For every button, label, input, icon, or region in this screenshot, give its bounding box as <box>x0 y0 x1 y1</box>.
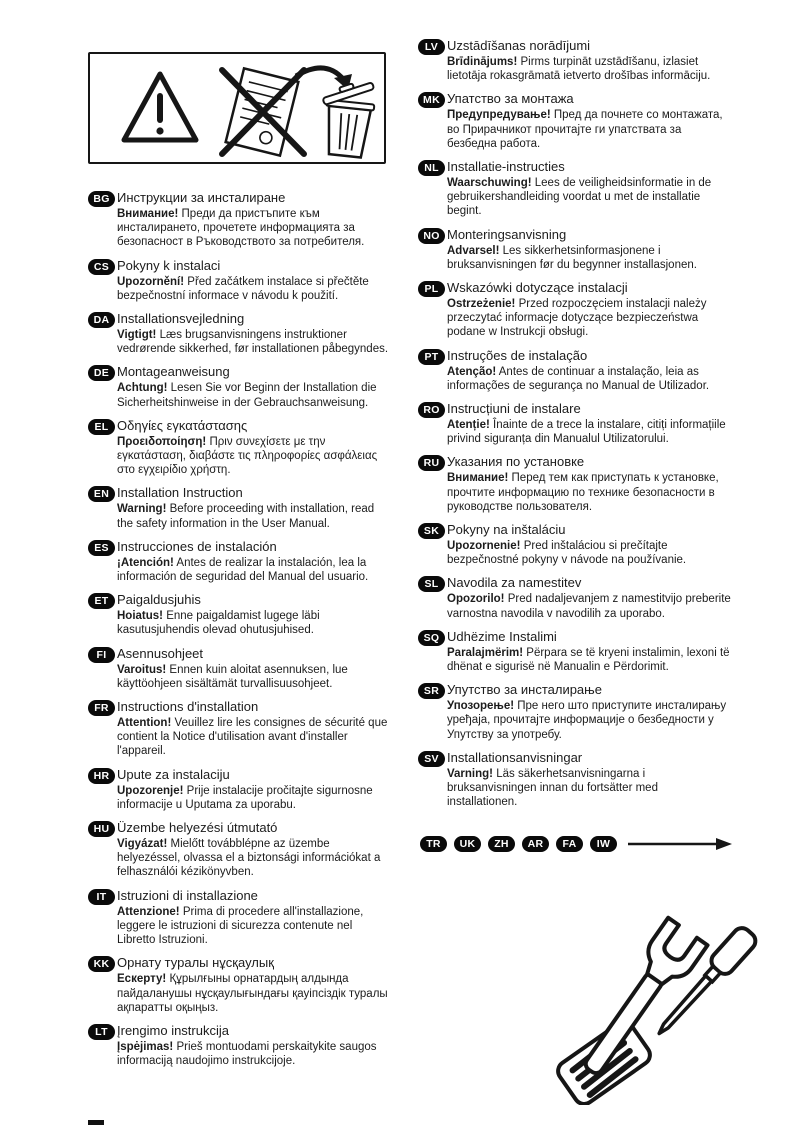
language-instruction <box>447 592 731 620</box>
left-column <box>88 52 391 1076</box>
language-title: Installationsvejledning <box>117 311 245 327</box>
language-instruction <box>117 207 391 250</box>
language-instruction <box>447 699 731 742</box>
warning-word: Внимание! <box>447 472 509 485</box>
extra-languages-row <box>418 836 731 852</box>
warning-word: Advarsel! <box>447 244 500 257</box>
instruction-text: Prije instalacije pročitajte sigurnosne informacije u Uputama za uporabu. <box>117 784 373 811</box>
language-code-badge: ET <box>88 593 115 609</box>
warning-word: Упозорење! <box>447 700 515 713</box>
language-code-badge: SL <box>418 576 445 592</box>
language-title: Installation Instruction <box>117 485 243 501</box>
instruction-text: Před začátkem instalace si přečtěte bezpečnostní informace v návodu k použití. <box>117 275 369 302</box>
instruction-text: Lees de veiligheidsinformatie in de gebruikershandleiding voordat u met de installatie begint. <box>447 177 712 218</box>
tools-figure <box>542 915 762 1105</box>
language-instruction <box>117 435 391 478</box>
language-title: Instrucțiuni de instalare <box>447 401 581 417</box>
language-code-badge-iw: IW <box>590 836 617 852</box>
language-entry-lv <box>418 38 731 83</box>
language-title: Uzstādīšanas norādījumi <box>447 38 591 53</box>
language-entry-sk <box>418 522 731 567</box>
instruction-text: Құрылғыны орнатардың алдында пайдаланушы нұсқаулығындағы қауіпсіздік туралы ақпаратты оқыңыз. <box>117 973 388 1014</box>
instruction-text: Przed rozpoczęciem instalacji należy przeczytać informacje dotyczące bezpieczeństwa podane w Instrukcji obsługi. <box>447 298 707 339</box>
language-title: Instructions d'installation <box>117 699 259 715</box>
language-title: Орнату туралы нұсқаулық <box>117 955 274 971</box>
warning-word: Внимание! <box>117 208 179 220</box>
extra-language-badges <box>420 836 617 852</box>
instruction-text: Prieš montuodami perskaitykite saugos informaciją naudojimo instrukcijoje. <box>117 1040 377 1068</box>
language-instruction <box>117 784 391 812</box>
trash-can-icon <box>315 72 377 158</box>
language-instruction <box>447 55 731 83</box>
language-instruction <box>447 108 731 151</box>
language-title: Упатство за монтажа <box>447 91 574 107</box>
instruction-text: Përpara se të kryeni instalimin, lexoni të dhënat e sigurisë në Manualin e Përdorimit. <box>447 646 730 674</box>
language-title: Pokyny na inštaláciu <box>447 522 566 538</box>
warning-word: ¡Atención! <box>117 556 174 569</box>
warning-word: Upozornění! <box>117 275 185 288</box>
instruction-text: Пре него што приступите инсталирању уређаја, прочитајте информације о безбедности у Упутству за употребу. <box>447 700 727 741</box>
language-instruction <box>447 365 731 393</box>
language-title: Указания по установке <box>447 454 585 470</box>
warning-word: Brīdinājums! <box>447 56 518 68</box>
language-entry-de <box>88 364 391 409</box>
language-instruction <box>447 539 731 567</box>
language-instruction <box>447 244 731 272</box>
warning-word: Ескерту! <box>117 973 167 986</box>
language-title: Navodila za namestitev <box>447 575 582 591</box>
language-title: Upute za instalaciju <box>117 766 230 782</box>
language-code-badge: NO <box>418 228 445 244</box>
arrow-right-icon <box>628 837 732 851</box>
warning-word: Ostrzeżenie! <box>447 298 516 311</box>
language-title: Installationsanvisningar <box>447 749 583 765</box>
instruction-text: Înainte de a trece la instalare, citiți informațiile privind siguranța din Manualul Utilizatorului. <box>447 419 726 446</box>
instruction-text: Læs brugsanvisningens instruktioner vedrørende sikkerhed, før installationen påbegyndes. <box>117 329 389 356</box>
language-instruction <box>447 471 731 514</box>
warning-word: Įspėjimas! <box>117 1040 174 1053</box>
language-code-badge: PT <box>418 349 445 365</box>
language-code-badge: KK <box>88 956 115 972</box>
language-entry-pt <box>418 348 731 393</box>
language-code-badge: SQ <box>418 630 445 646</box>
language-instruction <box>117 1040 391 1068</box>
language-code-badge: FI <box>88 647 115 663</box>
warning-word: Upozorenje! <box>117 784 184 797</box>
instruction-text: Veuillez lire les consignes de sécurité que contient la Notice d'utilisation avant d'installer l'appareil. <box>117 717 388 758</box>
warning-word: Achtung! <box>117 382 168 395</box>
warning-word: Waarschuwing! <box>447 177 532 190</box>
warning-word: Atenção! <box>447 365 497 378</box>
language-title: Οδηγίες εγκατάστασης <box>117 417 248 433</box>
warning-word: Предупредување! <box>447 109 551 122</box>
language-code-badge: NL <box>418 160 445 176</box>
instruction-text: Pirms turpināt uzstādīšanu, izlasiet lietotāja rokasgrāmatā ietverto drošības informāciju. <box>447 56 711 83</box>
language-instruction <box>117 328 391 356</box>
language-code-badge: LT <box>88 1024 115 1040</box>
language-code-badge-fa: FA <box>556 836 583 852</box>
language-code-badge: FR <box>88 700 115 716</box>
language-instruction <box>117 716 391 759</box>
warning-word: Vigtigt! <box>117 329 157 342</box>
tools-illustration <box>542 915 762 1110</box>
warning-word: Opozorilo! <box>447 593 505 606</box>
right-column <box>418 38 731 852</box>
language-code-badge: SK <box>418 523 445 539</box>
language-instruction <box>117 275 391 303</box>
instruction-text: Prima di procedere all'installazione, leggere le istruzioni di sicurezza contenute nel Libretto Istruzioni. <box>117 905 364 947</box>
page-edge-mark <box>88 1120 104 1125</box>
language-title: Instrucciones de instalación <box>117 538 277 554</box>
language-entry-sr <box>418 682 731 742</box>
language-entry-mk <box>418 91 731 151</box>
language-title: Asennusohjeet <box>117 645 204 661</box>
language-instruction <box>117 905 391 948</box>
instruction-text: Mielőtt továbblépne az üzembe helyezéssel, olvassa el a biztonsági információkat a felhasználói kézikönyvben. <box>117 838 381 879</box>
language-code-badge-ar: AR <box>522 836 549 852</box>
instruction-text: Ennen kuin aloitat asennuksen, lue käyttöohjeen sisältämät turvallisuusohjeet. <box>117 663 348 690</box>
language-instruction <box>117 381 391 409</box>
warning-word: Varning! <box>447 767 494 780</box>
language-title: Pokyny k instalaci <box>117 257 221 273</box>
language-code-badge: DE <box>88 365 115 381</box>
warning-word: Hoiatus! <box>117 610 163 623</box>
language-title: Wskazówki dotyczące instalacji <box>447 280 628 296</box>
language-entry-ro <box>418 401 731 446</box>
language-title: Montageanweisung <box>117 364 230 380</box>
language-instruction <box>117 837 391 880</box>
language-instruction <box>447 646 731 674</box>
right-column-entries <box>418 38 731 810</box>
language-entry-el <box>88 418 391 478</box>
language-code-badge: HU <box>88 821 115 837</box>
language-code-badge: EL <box>88 419 115 435</box>
language-instruction <box>447 297 731 340</box>
language-instruction <box>117 609 391 637</box>
language-title: Instruções de instalação <box>447 347 588 363</box>
language-code-badge: HR <box>88 768 115 784</box>
language-entry-it <box>88 888 391 948</box>
instruction-text: Antes de realizar la instalación, lea la información de seguridad del Manual del usuario. <box>117 556 369 584</box>
language-entry-kk <box>88 955 391 1015</box>
language-title: Упутство за инсталирање <box>447 682 602 698</box>
instruction-text: Пред да почнете со монтажата, во Прирачникот прочитајте ги упатствата за безбедна работа. <box>447 109 723 150</box>
language-code-badge: RU <box>418 455 445 471</box>
language-instruction <box>117 502 391 530</box>
language-entry-cs <box>88 258 391 303</box>
language-title: Udhëzime Instalimi <box>447 628 557 644</box>
language-instruction <box>117 663 391 691</box>
instruction-text: Enne paigaldamist lugege läbi kasutusjuhendis olevad ohutusjuhised. <box>117 610 320 637</box>
discard-manual-illustration <box>88 52 386 164</box>
language-code-badge-tr: TR <box>420 836 447 852</box>
instruction-text: Before proceeding with installation, read the safety information in the User Manual. <box>117 503 375 530</box>
language-entry-et <box>88 592 391 637</box>
language-entry-no <box>418 227 731 272</box>
language-code-badge-uk: UK <box>454 836 481 852</box>
language-title: Installatie-instructies <box>447 159 565 175</box>
instruction-text: Antes de continuar a instalação, leia as informações de segurança no Manual de Utilizador. <box>447 365 710 392</box>
warning-word: Atenție! <box>447 419 490 432</box>
language-instruction <box>447 176 731 219</box>
language-code-badge: ES <box>88 540 115 556</box>
language-entry-lt <box>88 1023 391 1068</box>
language-title: Įrengimo instrukcija <box>117 1022 229 1038</box>
left-column-entries <box>88 190 391 1068</box>
language-entry-da <box>88 311 391 356</box>
warning-word: Attenzione! <box>117 905 180 918</box>
warning-word: Προειδοποίηση! <box>117 435 207 448</box>
language-entry-hu <box>88 820 391 880</box>
language-code-badge: IT <box>88 889 115 905</box>
language-entry-ru <box>418 454 731 514</box>
language-title: Paigaldusjuhis <box>117 592 201 608</box>
language-instruction <box>117 972 391 1015</box>
language-instruction <box>117 556 391 584</box>
language-code-badge-zh: ZH <box>488 836 515 852</box>
language-entry-pl <box>418 280 731 340</box>
language-code-badge: LV <box>418 39 445 55</box>
language-entry-en <box>88 485 391 530</box>
language-instruction <box>447 767 731 810</box>
language-code-badge: RO <box>418 402 445 418</box>
language-title: Üzembe helyezési útmutató <box>117 820 278 836</box>
language-entry-bg <box>88 190 391 250</box>
language-code-badge: CS <box>88 259 115 275</box>
language-code-badge: DA <box>88 312 115 328</box>
language-entry-fi <box>88 646 391 691</box>
language-entry-sq <box>418 629 731 674</box>
warning-word: Warning! <box>117 503 167 516</box>
warning-word: Upozornenie! <box>447 540 521 553</box>
instruction-text: Pred inštaláciou si prečítajte bezpečnostné pokyny v návode na používanie. <box>447 540 687 567</box>
instruction-text: Преди да пристъпите към инсталирането, прочетете информацията за безопасност в Ръководството за потребителя. <box>117 208 365 249</box>
instruction-text: Перед тем как приступать к установке, прочтите информацию по технике безопасности в руководстве пользователя. <box>447 472 719 513</box>
instruction-text: Les sikkerhetsinformasjonene i bruksanvisningen før du begynner installasjonen. <box>447 244 697 271</box>
language-code-badge: EN <box>88 486 115 502</box>
warning-word: Paralajmërim! <box>447 646 524 659</box>
language-code-badge: SV <box>418 751 445 767</box>
language-entry-es <box>88 539 391 584</box>
instruction-text: Πριν συνεχίσετε με την εγκατάσταση, διαβάστε τις πληροφορίες ασφάλειας στο εγχειρίδιο χρήστη. <box>117 435 378 477</box>
warning-triangle-icon <box>124 74 196 140</box>
language-code-badge: BG <box>88 191 115 207</box>
language-entry-fr <box>88 699 391 759</box>
language-entry-nl <box>418 159 731 219</box>
instruction-text: Lesen Sie vor Beginn der Installation die Sicherheitshinweise in der Gebrauchsanweisung. <box>117 382 377 409</box>
instruction-text: Läs säkerhetsanvisningarna i bruksanvisningen innan du fortsätter med installationen. <box>447 767 658 809</box>
warning-word: Vigyázat! <box>117 838 168 851</box>
language-entry-hr <box>88 767 391 812</box>
language-code-badge: MK <box>418 92 445 108</box>
warning-word: Attention! <box>117 717 172 730</box>
language-entry-sv <box>418 750 731 810</box>
language-code-badge: SR <box>418 683 445 699</box>
language-title: Istruzioni di installazione <box>117 887 258 903</box>
instruction-text: Pred nadaljevanjem z namestitvijo preberite varnostna navodila v navodilih za uporabo. <box>447 593 731 620</box>
language-title: Monteringsanvisning <box>447 226 567 242</box>
discard-manual-figure <box>90 54 384 162</box>
language-title: Инструкции за инсталиране <box>117 190 286 205</box>
language-code-badge: PL <box>418 281 445 297</box>
language-instruction <box>447 418 731 446</box>
warning-word: Varoitus! <box>117 663 167 676</box>
language-entry-sl <box>418 575 731 620</box>
